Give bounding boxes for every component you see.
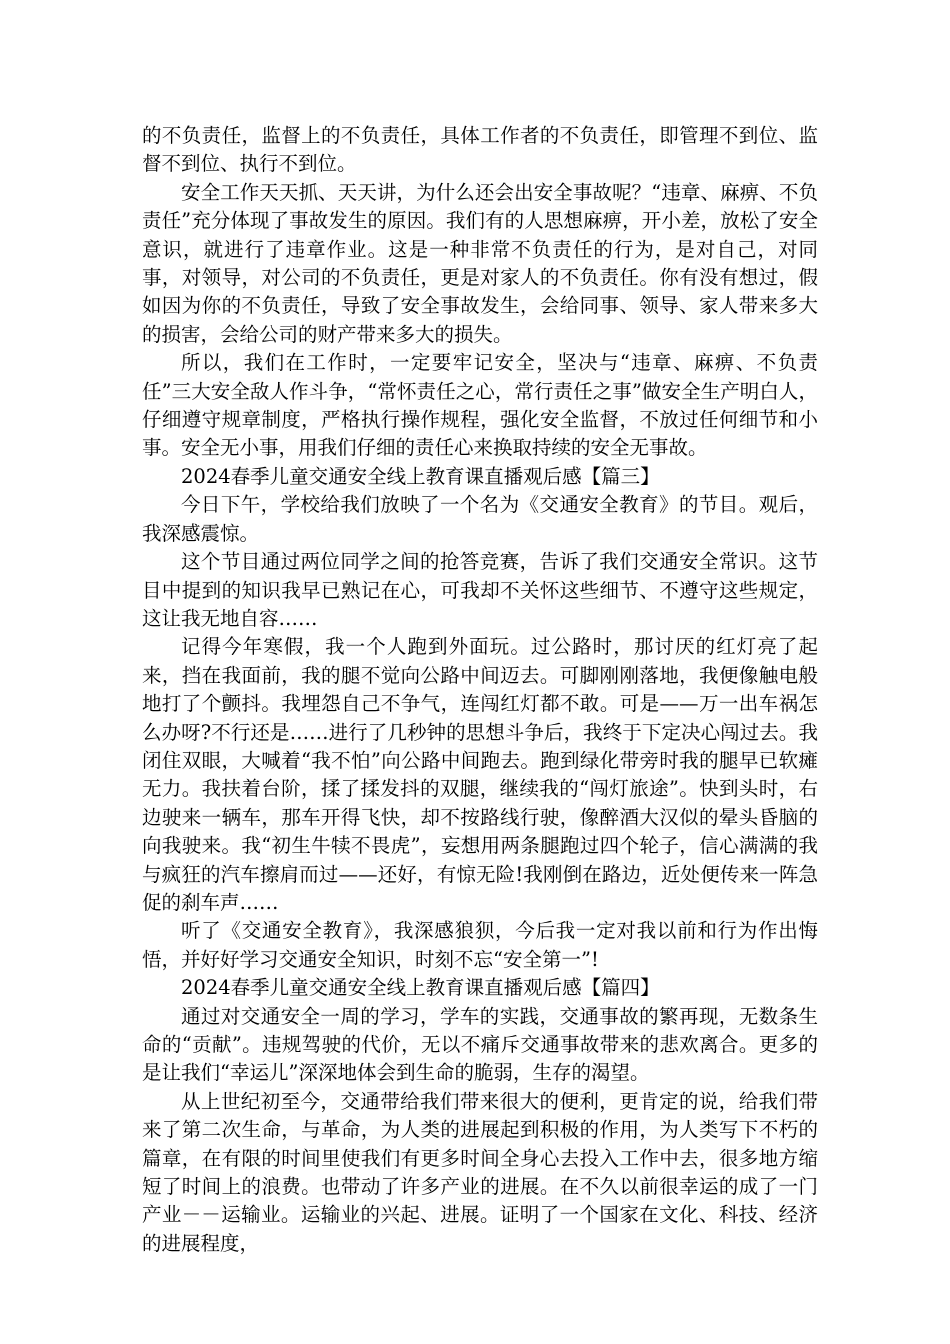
- paragraph: 记得今年寒假，我一个人跑到外面玩。过公路时，那讨厌的红灯亮了起来，挡在我面前，我的腿不觉向公路中间迈去。可脚刚刚落地，我便像触电般地打了个颤抖。我埋怨自己不争气，连闯红灯都不敢。可是——万一出车祸怎么办呀?不行还是……进行了几秒钟的思想斗争后，我终于下定决心闯过去。我闭住双眼，大喊着“我不怕”向公路中间跑去。跑到绿化带旁时我的腿早已软瘫无力。我扶着台阶，揉了揉发抖的双腿，继续我的“闯灯旅途”。快到头时，右边驶来一辆车，那车开得飞快，却不按路线行驶，像醉酒大汉似的晕头昏脑的向我驶来。我“初生牛犊不畏虎”，妄想用两条腿跑过四个轮子，信心满满的我与疯狂的汽车擦肩而过——还好，有惊无险!我刚倒在路边，近处便传来一阵急促的刹车声……: [142, 635, 818, 914]
- paragraph: 这个节目通过两位同学之间的抢答竞赛，告诉了我们交通安全常识。这节目中提到的知识我早已熟记在心，可我却不关怀这些细节、不遵守这些规定，这让我无地自容……: [142, 550, 818, 630]
- section-heading-part-four: 2024春季儿童交通安全线上教育课直播观后感【篇四】: [181, 976, 660, 1000]
- paragraph-continued: 的不负责任，监督上的不负责任，具体工作者的不负责任，即管理不到位、监督不到位、执行不到位。: [142, 124, 818, 176]
- paragraph: 安全工作天天抓、天天讲，为什么还会出安全事故呢？“违章、麻痹、不负责任”充分体现了事故发生的原因。我们有的人思想麻痹，开小差，放松了安全意识，就进行了违章作业。这是一种非常不负责任的行为，是对自己，对同事，对领导，对公司的不负责任，更是对家人的不负责任。你有没有想过，假如因为你的不负责任，导致了安全事故发生，会给同事、领导、家人带来多大的损害，会给公司的财产带来多大的损失。: [142, 180, 818, 346]
- section-heading-part-three: 2024春季儿童交通安全线上教育课直播观后感【篇三】: [181, 464, 660, 488]
- paragraph: 听了《交通安全教育》，我深感狼狈，今后我一定对我以前和行为作出悔悟，并好好学习交通安全知识，时刻不忘“安全第一”!: [142, 919, 818, 971]
- paragraph: 今日下午，学校给我们放映了一个名为《交通安全教育》的节目。观后，我深感震惊。: [142, 493, 818, 545]
- paragraph: 所以，我们在工作时，一定要牢记安全，坚决与“违章、麻痹、不负责任”三大安全敌人作斗争，“常怀责任之心，常行责任之事”做安全生产明白人，仔细遵守规章制度，严格执行操作规程，强化安全监督，不放过任何细节和小事。安全无小事，用我们仔细的责任心来换取持续的安全无事故。: [142, 351, 818, 460]
- document-page: [142, 122, 818, 1258]
- paragraph: 从上世纪初至今，交通带给我们带来很大的便利，更肯定的说，给我们带来了第二次生命，与革命，为人类的进展起到积极的作用，为人类写下不朽的篇章，在有限的时间里使我们有更多时间全身心去投入工作中去，很多地方缩短了时间上的浪费。也带动了许多产业的进展。在不久以前很幸运的成了一门产业－－运输业。运输业的兴起、进展。证明了一个国家在文化、科技、经济的进展程度，: [142, 1089, 818, 1255]
- paragraph: 通过对交通安全一周的学习，学车的实践，交通事故的繁再现，无数条生命的“贡献”。违规驾驶的代价，无以不痛斥交通事故带来的悲欢离合。更多的是让我们“幸运儿”深深地体会到生命的脆弱，生存的渴望。: [142, 1004, 818, 1085]
